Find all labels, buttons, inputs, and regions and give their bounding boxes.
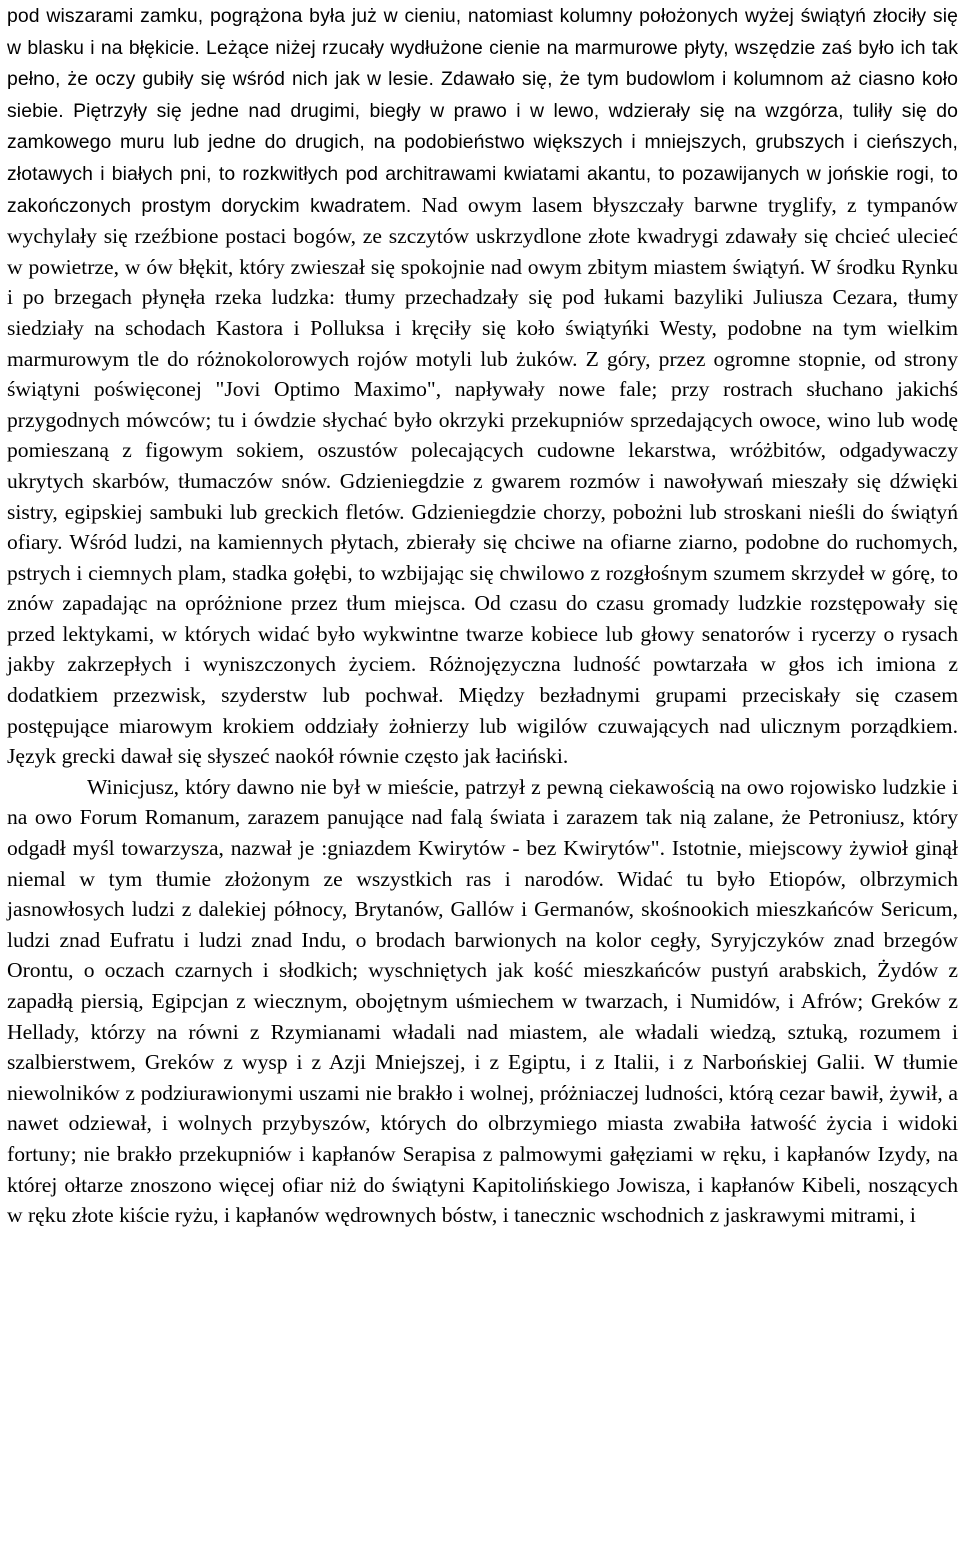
paragraph-1	[7, 0, 958, 772]
document-page	[7, 0, 958, 1231]
paragraph-1-sans-text: pod wiszarami zamku, pogrążona była już w cieniu, natomiast kolumny położonych wyżej świątyń złociły się w blasku i na błękicie. Leżące niżej rzucały wydłużone cienie na marmurowe płyty, wszędzie zaś było ich tak pełno, że oczy gubiły się wśród nich jak w lesie. Zdawało się, że tym budowlom i kolumnom aż ciasno koło siebie. Piętrzyły się jedne nad drugimi, biegły w prawo i w lewo, wdzierały się na wzgórza, tuliły się do zamkowego muru lub jedne do drugich, na podobieństwo większych i mniejszych, grubszych i cieńszych, złotawych i białych pni, to rozkwitłych pod architrawami kwiatami akantu, to pozawijanych w jońskie rogi, to zakończonych prostym doryckim kwadratem.	[7, 5, 958, 217]
paragraph-1-serif-text: Nad owym lasem błyszczały barwne tryglify, z tympanów wychylały się rzeźbione postaci bogów, ze szczytów uskrzydlone złote kwadrygi zdawały się chcieć ulecieć w powietrze, w ów błękit, który zwieszał się spokojnie nad owym zbitym miastem świątyń. W środku Rynku i po brzegach płynęła rzeka ludzka: tłumy przechadzały się pod łukami bazyliki Juliusza Cezara, tłumy siedziały na schodach Kastora i Polluksa i kręciły się koło świątyńki Westy, podobne na tym wielkim marmurowym tle do różnokolorowych rojów motyli lub żuków. Z góry, przez ogromne stopnie, od strony świątyni poświęconej "Jovi Optimo Maximo", napływały nowe fale; przy rostrach słuchano jakichś przygodnych mówców; tu i ówdzie słychać było okrzyki przekupniów sprzedających owoce, wino lub wodę pomieszaną z figowym sokiem, oszustów polecających cudowne lekarstwa, wróżbitów, odgadywaczy ukrytych skarbów, tłumaczów snów. Gdzieniegdzie z gwarem rozmów i nawoływań mieszały się dźwięki sistry, egipskiej sambuki lub greckich fletów. Gdzieniegdzie chorzy, pobożni lub stroskani nieśli do świątyń ofiary. Wśród ludzi, na kamiennych płytach, zbierały się chciwe na ofiarne ziarno, podobne do ruchomych, pstrych i ciemnych plam, stadka gołębi, to wzbijając się chwilowo z rozgłośnym szumem skrzydeł w górę, to znów zapadając na opróżnione przez tłum miejsca. Od czasu do czasu gromady ludzkie rozstępowały się przed lektykami, w których widać było wykwintne twarze kobiece lub głowy senatorów i rycerzy o rysach jakby zakrzepłych i wyniszczonych życiem. Różnojęzyczna ludność powtarzała w głos ich imiona z dodatkiem przezwisk, szyderstw lub pochwał. Między bezładnymi grupami przeciskały się czasem postępujące miarowym krokiem oddziały żołnierzy lub wigilów czuwających nad ulicznym porządkiem. Język grecki dawał się słyszeć naokół równie często jak łaciński.	[7, 192, 958, 769]
paragraph-2: Winicjusz, który dawno nie był w mieście, patrzył z pewną ciekawością na owo rojowisko ludzkie i na owo Forum Romanum, zarazem panujące nad falą świata i zarazem tak nią zalane, że Petroniusz, który odgadł myśl towarzysza, nazwał je :gniazdem Kwirytów - bez Kwirytów". Istotnie, miejscowy żywioł ginął niemal w tym tłumie złożonym ze wszystkich ras i narodów. Widać tu było Etiopów, olbrzymich jasnowłosych ludzi z dalekiej północy, Brytanów, Gallów i Germanów, skośnookich mieszkańców Sericum, ludzi znad Eufratu i ludzi znad Indu, o brodach barwionych na kolor cegły, Syryjczyków znad brzegów Orontu, o oczach czarnych i słodkich; wyschniętych jak kość mieszkańców pustyń arabskich, Żydów z zapadłą piersią, Egipcjan z wiecznym, obojętnym uśmiechem w twarzach, i Numidów, i Afrów; Greków z Hellady, którzy na równi z Rzymianami władali nad miastem, ale władali wiedzą, sztuką, rozumem i szalbierstwem, Greków z wysp i z Azji Mniejszej, i z Egiptu, i z Italii, i z Narbońskiej Galii. W tłumie niewolników z podziurawionymi uszami nie brakło i wolnej, próżniaczej ludności, którą cezar bawił, żywił, a nawet odziewał, i wolnych przybyszów, których do olbrzymiego miasta zwabiła łatwość życia i widoki fortuny; nie brakło przekupniów i kapłanów Serapisa z palmowymi gałęziami w ręku, i kapłanów Izydy, na której ołtarze znoszono więcej ofiar niż do świątyni Kapitolińskiego Jowisza, i kapłanów Kibeli, noszących w ręku złote kiście ryżu, i kapłanów wędrownych bóstw, i tanecznic wschodnich z jaskrawymi mitrami, i	[7, 774, 958, 1228]
